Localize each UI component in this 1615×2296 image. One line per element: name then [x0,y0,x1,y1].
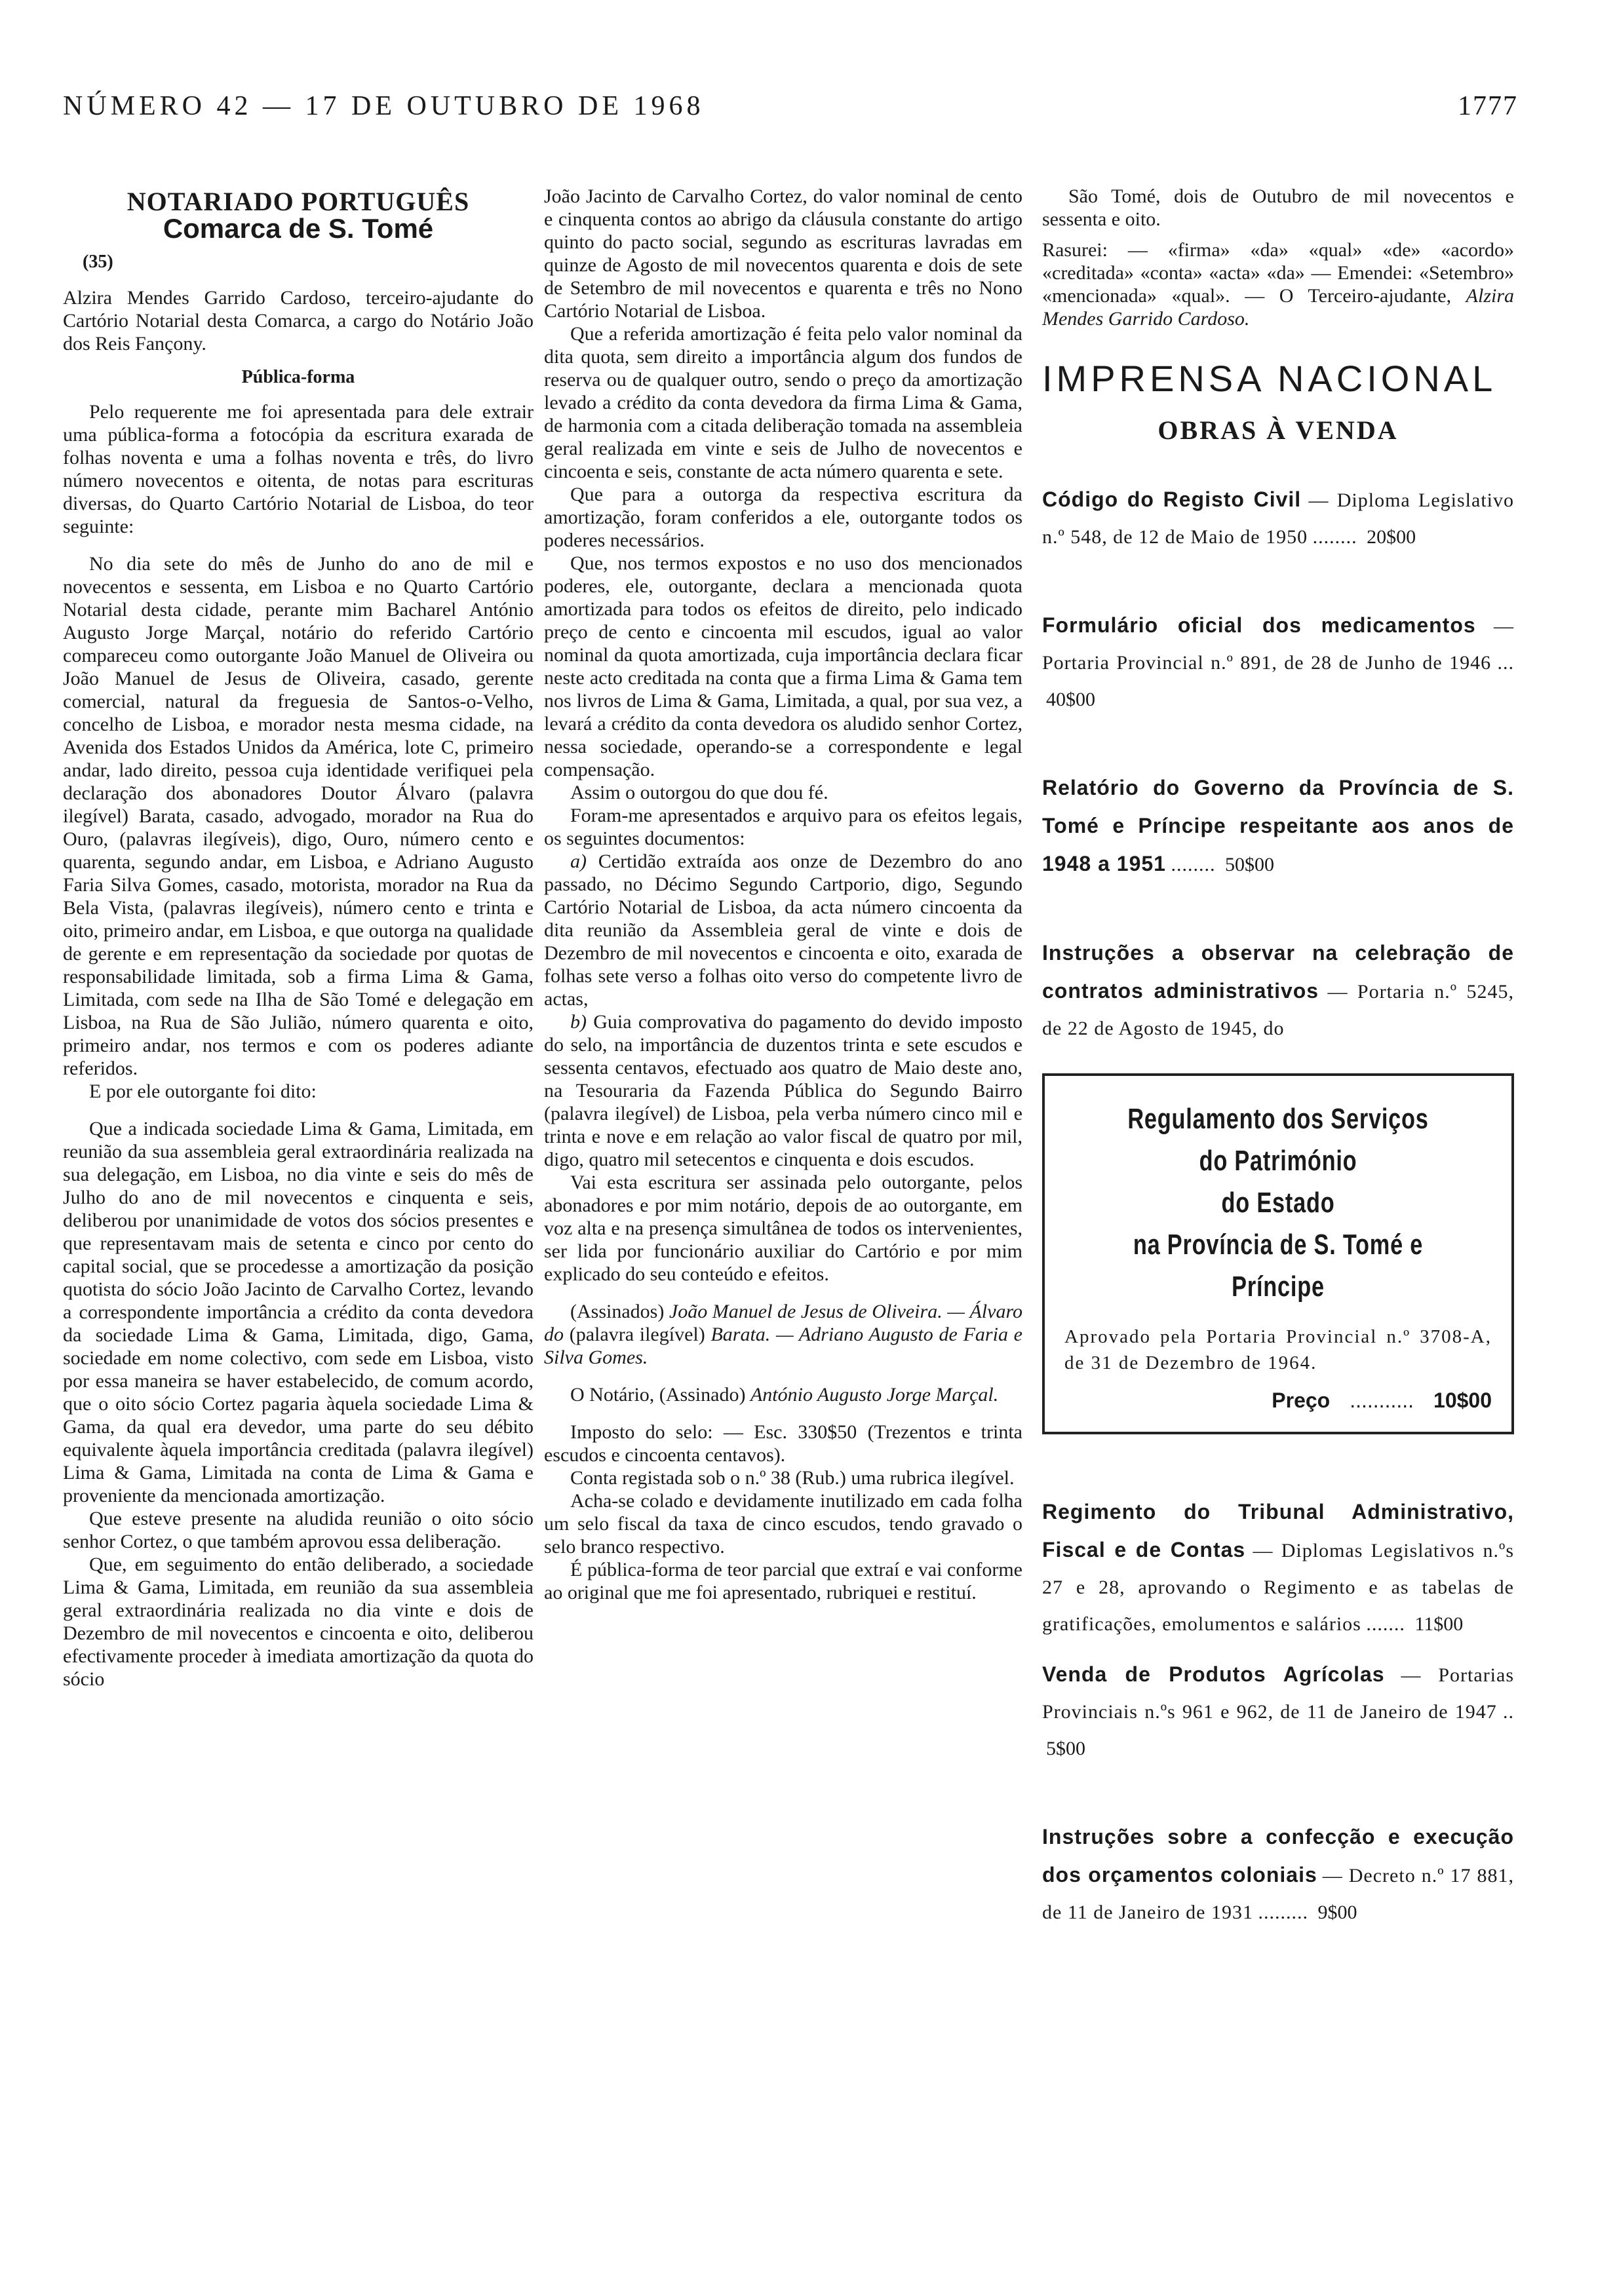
signed-label: (Assinados) [570,1301,665,1322]
section-subtitle: Comarca de S. Tomé [163,213,434,244]
entry-price: 5$00 [1046,1738,1085,1759]
entry-desc: — Portaria Provincial n.º 891, de 28 de Junho de 1946 [1042,615,1515,674]
corrections-signature: Alzira Mendes Garrido Cardoso. [1042,285,1515,330]
paragraph: Que a referida amortização é feita pelo valor nominal da dita quota, sem direito a importância algum dos fundos de reserva ou de qualquer outro, sendo o preço da amortização levado a crédito da conta devedora da firma Lima & Gama, de harmonia com a citada deliberação tomada na assembleia geral realizada em vinte e seis de Julho de novecentos e cincoenta e seis, constante de acta número quarenta e sete. [544,323,1022,482]
entry-title: Instruções sobre a confecção e execução dos orçamentos coloniais [1042,1825,1514,1886]
paragraph: Assim o outorgou do que dou fé. [570,782,828,803]
entry-desc: — Portarias Provinciais n.ºs 961 e 962, de 11 de Janeiro de 1947 [1042,1664,1515,1723]
paragraph: João Jacinto de Carvalho Cortez, do valor nominal de cento e cinquenta contos ao abrigo da cláusula constante do artigo quinto do pacto social, segundo as escrituras lavradas em quinze de Agosto de mil novecentos quarenta e dois de sete de Setembro de mil novecentos e quarenta e três no Nono Cartório Notarial de Lisboa. [544,185,1022,322]
imprensa-subtitle: OBRAS À VENDA [1158,415,1399,445]
place-date: São Tomé, dois de Outubro de mil novecentos e sessenta e oito. [1042,185,1514,230]
entry-desc: — Diploma Legislativo n.º 548, de 12 de Maio de 1950 [1042,489,1514,548]
column-2 [544,185,1022,1604]
entry-title: Instruções a observar na celebração de contratos administrativos [1042,941,1514,1003]
notary-name: António Augusto Jorge Marçal. [750,1384,999,1406]
entry-desc: — Portaria n.º 5245, de 22 de Agosto de 1945, do [1042,981,1514,1039]
item-text: Certidão extraída aos onze de Dezembro do ano passado, no Décimo Segundo Cartporio, digo, Segundo Cartório Notarial de Lisboa, da acta número cincoenta da dita reunião da Assembleia geral de vinte e dois de Dezembro de mil novecentos e cincoenta e oito, exarada de folhas sete verso a folhas oito verso do competente livro de actas, [544,851,1022,1010]
entry-title: Venda de Produtos Agrícolas [1042,1662,1385,1686]
catalog-entry: Instruções sobre a confecção e execução dos orçamentos coloniais — Decreto n.º 17 881, de 11 de Janeiro de 1931 ......... 9$00 [1042,1825,1514,1923]
signed-names: João Manuel de Jesus de Oliveira. — Álvaro do [544,1301,1023,1345]
box-title-line-3: na Província de S. Tomé e Príncipe [1133,1229,1424,1303]
box-title-line-1: Regulamento dos Serviços do Património [1127,1103,1429,1177]
item-label: a) [570,851,587,872]
catalog-entry: Formulário oficial dos medicamentos — Portaria Provincial n.º 891, de 28 de Junho de 1946 ... 40$00 [1042,613,1515,710]
paragraph: Vai esta escritura ser assinada pelo outorgante, pelos abonadores e por mim notário, depois de ao outorgante, em voz alta e na presença simultânea de todos os intervenientes, ser lida por funcionário auxiliar do Cartório e por mim explicado do seu conteúdo e efeitos. [544,1172,1022,1285]
notary-label: O Notário, (Assinado) [570,1384,746,1406]
corrections-text [1042,239,1514,330]
paragraph: Pelo requerente me foi apresentada para dele extrair uma pública-forma a fotocópia da escritura exarada de folhas noventa e uma a folhas noventa e três, do livro número novecentos e oitenta, de notas para escrituras diversas, do Quarto Cartório Notarial de Lisboa, do teor seguinte: [63,401,534,537]
running-head [63,90,1518,122]
item-text: Guia comprovativa do pagamento do devido imposto do selo, na importância de duzentos trinta e sete escudos e sessenta centavos, efectuado aos quatro de Maio deste ano, na Tesouraria da Fazenda Pública do Segundo Bairro (palavra ilegível) de Lisboa, pela verba número cinco mil e trinta e nove e em relação ao valor fiscal de quatro por mil, digo, quatro mil setecentos e cinquenta e dois escudos. [544,1011,1023,1170]
entry-price: 50$00 [1224,854,1274,875]
paragraph: Que, em seguimento do então deliberado, a sociedade Lima & Gama, Limitada, em reunião da sua assembleia geral extraordinária realizada no dia vinte e dois de Dezembro de mil novecentos e cincoenta e oito, deliberou efectivamente proceder à imediata amortização da quota do sócio [63,1554,534,1690]
box-title-line-2: do Estado [1221,1187,1335,1219]
section-title: NOTARIADO PORTUGUÊS [126,187,470,216]
paragraph: Que, nos termos expostos e no uso dos mencionados poderes, ele, outorgante, declara a mencionada quota amortizada para todos os efeitos de direito, pelo indicado preço de cento e cincoenta mil escudos, igual ao valor nominal da quota amortizada, cuja importância declara ficar neste acto creditada na conta que a firma Lima & Gama tem nos livros de Lima & Gama, Limitada, a qual, por sua vez, a levará a crédito da conta devedora os aludido senhor Cortez, nessa sociedade, operando-se a correspondente e legal compensação. [544,552,1022,780]
corrections-note [1042,239,1514,330]
entry-title: Relatório do Governo da Província de S. Tomé e Príncipe respeitante aos anos de 1948 a 1951 [1042,776,1514,875]
signed-mid: (palavra ilegível) [569,1324,705,1345]
paragraph: Que para a outorga da respectiva escritura da amortização, foram conferidos a ele, outorgante todos os poderes necessários. [544,484,1022,551]
box-price: 10$00 [1433,1388,1492,1412]
paragraph: No dia sete do mês de Junho do ano de mil e novecentos e sessenta, em Lisboa e no Quarto Cartório Notarial desta cidade, perante mim Bacharel António Augusto Jorge Marçal, notário do referido Cartório compareceu como outorgante João Manuel de Oliveira ou João Manuel de Jesus de Oliveira, casado, gerente comercial, natural da freguesia de Santos-o-Velho, concelho de Lisboa, e morador nesta mesma cidade, na Avenida dos Estados Unidos da América, lote C, primeiro andar, lado direito, pessoa cuja identidade verifiquei pela declaração dos abonadores Doutor Álvaro (palavra ilegível) Barata, casado, advogado, morador na Rua do Ouro, (palavras ilegíveis), digo, Ouro, número cento e quarenta, segundo andar, em Lisboa, e Adriano Augusto Faria Silva Gomes, casado, motorista, morador na Rua da Bela Vista, (palavras ilegíveis), número cento e trinta e oito, primeiro andar, em Lisboa, e que outorga na qualidade de gerente e em representação da sociedade por quotas de responsabilidade limitada, sob a firma Lima & Gama, Limitada, com sede na Ilha de São Tomé e delegação em Lisboa, na Rua de São Julião, número quarenta e oito, primeiro andar, nos termos e com os poderes adiante referidos. [63,553,534,1079]
notary-line [544,1383,1022,1406]
entry-title: Código do Registo Civil [1042,488,1302,511]
signatures [544,1300,1022,1369]
catalog-entry: Código do Registo Civil — Diploma Legislativo n.º 548, de 12 de Maio de 1950 ........ 20$00 [1042,488,1514,548]
catalog-entry: Regimento do Tribunal Administrativo, Fiscal e de Contas — Diplomas Legislativos n.ºs 27 e 28, aprovando o Regimento e as tabelas de gratificações, emolumentos e salários ....... 11$00 [1042,1500,1515,1635]
paragraph: E por ele outorgante foi dito: [89,1081,317,1102]
stamp-line: Acha-se colado e devidamente inutilizado em cada folha um selo fiscal da taxa de cinco escudos, tendo gravado o selo branco respectivo. [544,1490,1022,1558]
box-price-label: Preço [1272,1388,1331,1412]
document-heading: Pública-forma [241,367,355,387]
intro-paragraph: Alzira Mendes Garrido Cardoso, terceiro-ajudante do Cartório Notarial desta Comarca, a cargo do Notário João dos Reis Fançony. [63,287,534,354]
issue-line: NÚMERO 42 — 17 DE OUTUBRO DE 1968 [63,91,705,121]
catalog-entry: Venda de Produtos Agrícolas — Portarias Provinciais n.ºs 961 e 962, de 11 de Janeiro de 1947 .. 5$00 [1042,1662,1515,1759]
entry-price: 20$00 [1367,526,1416,548]
corrections-body: Rasurei: — «firma» «da» «qual» «de» «acordo» «creditada» «conta» «acta» «da» — Emendei: «Setembro» «mencionada» «qual». — O Terceiro-ajudante, [1042,239,1514,307]
paragraph-a [544,850,1022,1010]
entry-title: Regimento do Tribunal Administrativo, Fiscal e de Contas [1042,1500,1514,1561]
imprensa-title: IMPRENSA NACIONAL [1042,358,1497,399]
paragraph: Foram-me apresentados e arquivo para os efeitos legais, os seguintes documentos: [544,805,1022,849]
entry-price: 40$00 [1046,689,1095,710]
item-number: (35) [83,252,113,272]
page-number: 1777 [1458,91,1518,121]
regulamento-box [1042,1073,1514,1434]
paragraph: Que esteve presente na aludida reunião o oito sócio senhor Cortez, o que também aprovou essa deliberação. [63,1508,534,1552]
box-price-row: Preço ........... 10$00 [1272,1388,1492,1412]
signed-end: Barata. — Adriano Augusto de Faria e Silva Gomes. [544,1324,1022,1368]
entry-price: 11$00 [1414,1613,1464,1635]
entry-price: 9$00 [1317,1902,1357,1923]
paragraph: Que a indicada sociedade Lima & Gama, Limitada, em reunião da sua assembleia geral extraordinária realizada na sua delegação, em Lisboa, no dia vinte e seis do mês de Julho do ano de mil novecentos e cinquenta e seis, deliberou por unanimidade de votos dos sócios presentes e que representavam mais de setenta e cinco por cento do capital social, que se procedesse a amortização da posição quotista do sócio João Jacinto de Carvalho Cortez, levando a correspondente importância a crédito da conta devedora da sociedade Lima & Gama, Limitada, digo, Gama, sociedade em nome colectivo, com sede em Lisboa, visto por essa maneira se haver estabelecido, de comum acordo, que o oito sócio Cortez pagaria àquela sociedade Lima & Gama, da qual era devedor, uma parte do seu débito equivalente àquela importância creditada (palavra ilegível) Lima & Gama, Limitada na conta de Lima & Gama e proveniente da mencionada amortização. [63,1118,534,1506]
conformity-line: É pública-forma de teor parcial que extraí e vai conforme ao original que me foi apresentado, rubriquei e restituí. [544,1559,1022,1603]
item-label: b) [570,1011,587,1033]
column-3 [1042,185,1514,1982]
box-description: Aprovado pela Portaria Provincial n.º 3708-A, de 31 de Dezembro de 1964. [1064,1326,1492,1373]
paragraph-b [544,1010,1022,1171]
tax-line: Imposto do selo: — Esc. 330$50 (Trezentos e trinta escudos e cincoenta centavos). [544,1421,1022,1466]
column-1 [63,183,534,1691]
entry-title: Formulário oficial dos medicamentos [1042,613,1476,637]
catalog-entry [1042,934,1514,1047]
catalog-entry: Relatório do Governo da Província de S. Tomé e Príncipe respeitante aos anos de 1948 a 1951 ........ 50$00 [1042,776,1514,875]
entry-desc: — Decreto n.º 17 881, de 11 de Janeiro de 1931 [1042,1865,1514,1923]
registered-line: Conta registada sob o n.º 38 (Rub.) uma rubrica ilegível. [570,1467,1015,1489]
entry-desc: — Diplomas Legislativos n.ºs 27 e 28, aprovando o Regimento e as tabelas de gratificações, emolumentos e salários [1042,1540,1515,1635]
